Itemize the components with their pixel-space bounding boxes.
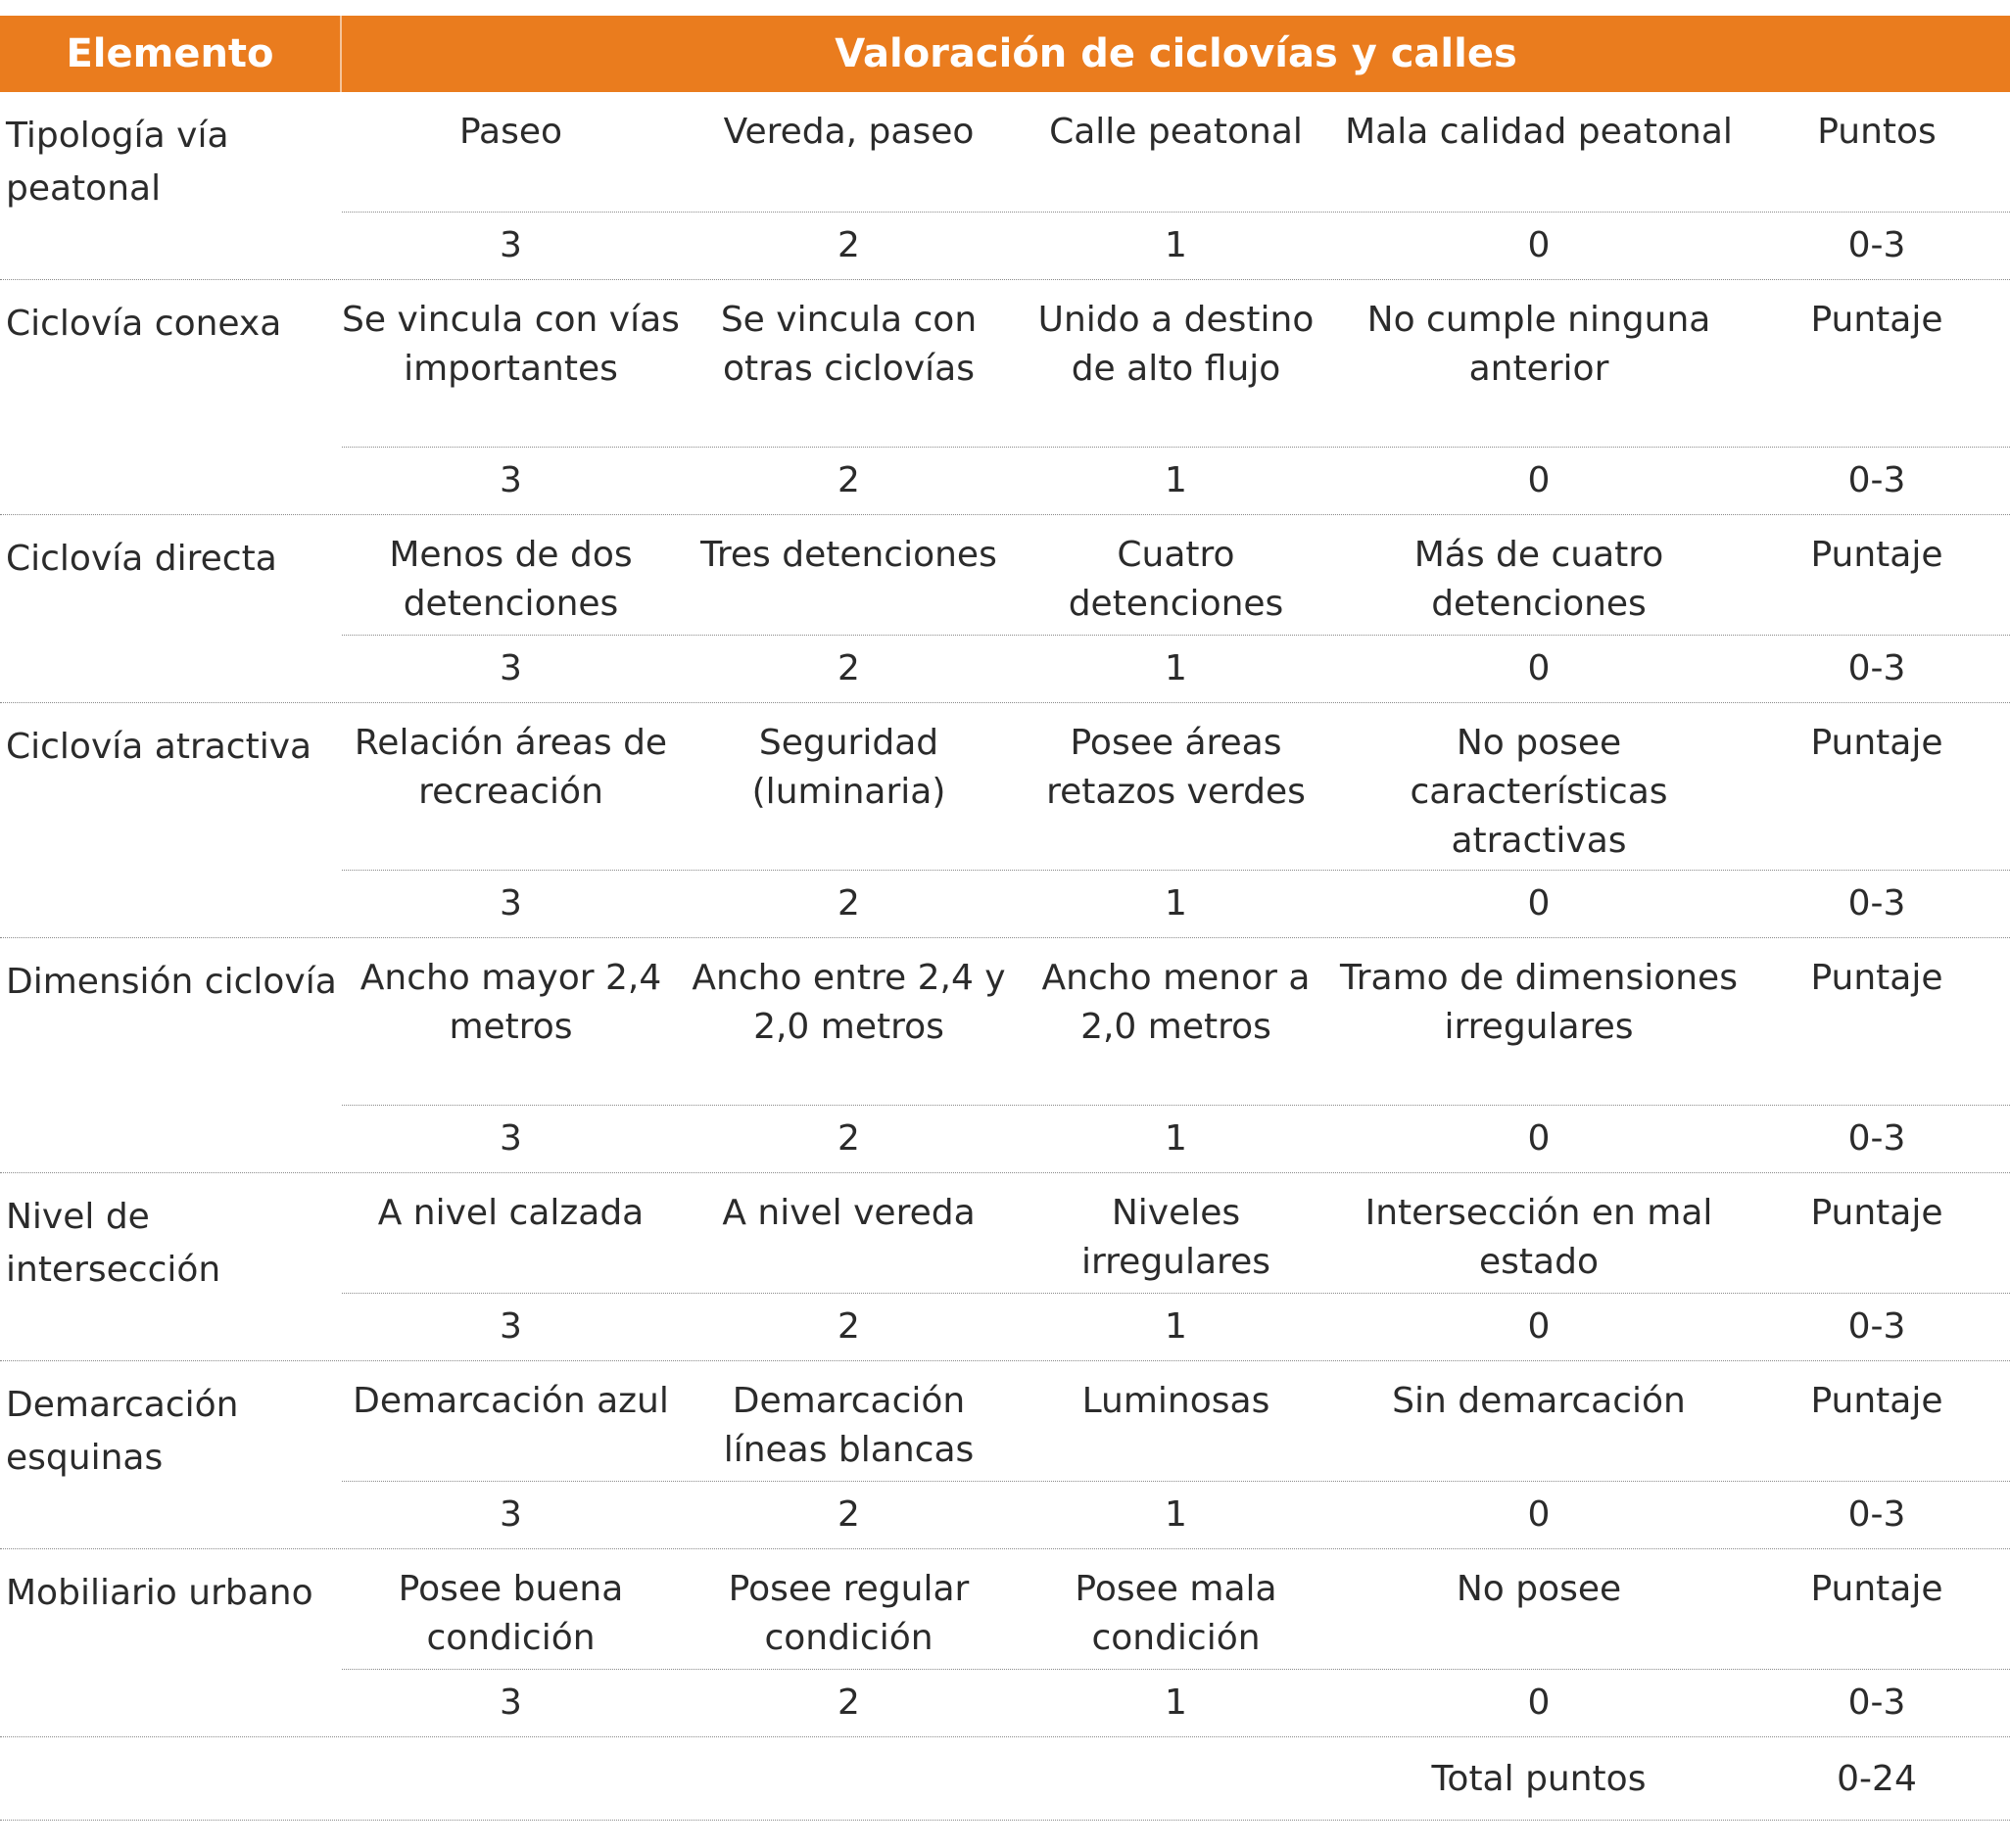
score-cell: 1	[1165, 225, 1187, 265]
score-range-cell: 0-3	[1847, 1118, 1906, 1159]
description-cell: Luminosas	[1081, 1381, 1270, 1421]
table-row	[0, 1549, 2010, 1737]
score-cell: 2	[838, 1306, 860, 1347]
description-cell: Intersección en mal estado	[1364, 1193, 1713, 1282]
description-cell: Ancho entre 2,4 y 2,0 metros	[692, 958, 1006, 1047]
description-cell: Relación áreas de recreación	[354, 723, 668, 812]
score-cell: 0	[1527, 1494, 1551, 1535]
description-cell: Calle peatonal	[1049, 112, 1303, 152]
row-element-label: Ciclovía directa	[6, 539, 277, 579]
description-cell: Paseo	[458, 112, 563, 152]
header-valuation: Valoración de ciclovías y calles	[835, 31, 1517, 76]
description-cell: Ancho menor a 2,0 metros	[1041, 958, 1311, 1047]
score-cell: 2	[838, 225, 860, 265]
score-cell: 2	[838, 648, 860, 688]
table-row	[0, 1173, 2010, 1361]
score-range-cell: 0-3	[1847, 648, 1906, 688]
score-cell: 1	[1165, 1118, 1187, 1159]
score-cell: 0	[1527, 648, 1551, 688]
description-cell: Niveles irregulares	[1081, 1193, 1270, 1282]
score-row	[342, 871, 2010, 937]
total-value: 0-24	[1837, 1758, 1917, 1799]
score-cell: 1	[1165, 1494, 1187, 1535]
score-cell: 0	[1527, 1118, 1551, 1159]
description-cell: Posee regular condición	[728, 1569, 970, 1658]
table-row	[0, 703, 2010, 938]
description-cell: Cuatro detenciones	[1068, 535, 1284, 624]
table-row	[0, 280, 2010, 515]
description-cell: Vereda, paseo	[723, 112, 975, 152]
description-cell: Demarcación azul	[353, 1381, 669, 1421]
description-cell: A nivel vereda	[722, 1193, 976, 1233]
score-row	[342, 1294, 2010, 1360]
table-body	[0, 92, 2010, 1737]
score-cell: 0	[1527, 225, 1551, 265]
description-cell: Posee buena condición	[398, 1569, 624, 1658]
description-cell: Tres detenciones	[700, 535, 997, 575]
score-cell: 0	[1527, 460, 1551, 500]
score-cell: 0	[1527, 1306, 1551, 1347]
description-cell: Más de cuatro detenciones	[1413, 535, 1664, 624]
score-cell: 3	[500, 1494, 522, 1535]
points-label-cell: Puntaje	[1810, 1193, 1943, 1233]
row-element-label: Dimensión ciclovía	[6, 962, 337, 1002]
valuation-table	[0, 16, 2010, 1821]
points-label-cell: Puntaje	[1810, 958, 1943, 998]
score-row	[342, 213, 2010, 279]
score-cell: 0	[1527, 883, 1551, 924]
description-cell: Menos de dos detenciones	[389, 535, 633, 624]
score-cell: 3	[500, 883, 522, 924]
description-row	[342, 1361, 2010, 1482]
description-cell: Se vincula con otras ciclovías	[720, 300, 978, 389]
description-cell: No cumple ninguna anterior	[1366, 300, 1711, 389]
row-element-label: Ciclovía atractiva	[6, 727, 312, 767]
table-row	[0, 938, 2010, 1173]
score-cell: 3	[500, 225, 522, 265]
score-range-cell: 0-3	[1847, 460, 1906, 500]
description-row	[342, 280, 2010, 448]
description-cell: Se vincula con vías importantes	[342, 300, 680, 389]
score-cell: 2	[838, 1682, 860, 1723]
description-cell: No posee	[1456, 1569, 1622, 1609]
description-cell: Ancho mayor 2,4 metros	[359, 958, 662, 1047]
row-element-label: Ciclovía conexa	[6, 304, 282, 344]
total-label: Total puntos	[1431, 1758, 1647, 1799]
score-cell: 3	[500, 1118, 522, 1159]
description-cell: Mala calidad peatonal	[1345, 112, 1733, 152]
description-cell: Posee mala condición	[1075, 1569, 1277, 1658]
score-range-cell: 0-3	[1847, 1306, 1906, 1347]
score-cell: 3	[500, 648, 522, 688]
score-range-cell: 0-3	[1847, 1494, 1906, 1535]
score-row	[342, 1482, 2010, 1548]
score-row	[342, 636, 2010, 702]
score-cell: 2	[838, 460, 860, 500]
description-cell: Sin demarcación	[1392, 1381, 1686, 1421]
score-cell: 2	[838, 883, 860, 924]
score-row	[342, 1106, 2010, 1172]
description-cell: Posee áreas retazos verdes	[1046, 723, 1306, 812]
points-label-cell: Puntaje	[1810, 1569, 1943, 1609]
table-row	[0, 92, 2010, 280]
score-row	[342, 448, 2010, 514]
score-cell: 1	[1165, 1682, 1187, 1723]
score-cell: 1	[1165, 883, 1187, 924]
description-row	[342, 1173, 2010, 1294]
description-cell: Seguridad (luminaria)	[751, 723, 946, 812]
description-row	[342, 938, 2010, 1106]
description-row	[342, 92, 2010, 213]
score-cell: 3	[500, 1682, 522, 1723]
score-cell: 1	[1165, 648, 1187, 688]
description-row	[342, 1549, 2010, 1670]
points-label-cell: Puntaje	[1810, 1381, 1943, 1421]
points-label-cell: Puntaje	[1810, 535, 1943, 575]
score-range-cell: 0-3	[1847, 883, 1906, 924]
row-element-label: Mobiliario urbano	[6, 1573, 313, 1613]
score-cell: 2	[838, 1494, 860, 1535]
score-cell: 1	[1165, 460, 1187, 500]
description-cell: Tramo de dimensiones irregulares	[1340, 958, 1738, 1047]
total-row	[0, 1737, 2010, 1821]
description-cell: Unido a destino de alto flujo	[1037, 300, 1315, 389]
score-cell: 3	[500, 460, 522, 500]
score-range-cell: 0-3	[1847, 1682, 1906, 1723]
score-cell: 1	[1165, 1306, 1187, 1347]
points-label-cell: Puntaje	[1810, 723, 1943, 763]
description-cell: A nivel calzada	[377, 1193, 645, 1233]
header-element: Elemento	[0, 16, 342, 92]
description-row	[342, 703, 2010, 871]
description-cell: Demarcación líneas blancas	[723, 1381, 975, 1470]
score-cell: 3	[500, 1306, 522, 1347]
description-cell: No posee características atractivas	[1410, 723, 1668, 861]
table-row	[0, 1361, 2010, 1549]
table-header	[0, 16, 2010, 92]
row-element-label: Tipología vía peatonal	[6, 116, 229, 209]
score-range-cell: 0-3	[1847, 225, 1906, 265]
score-cell: 2	[838, 1118, 860, 1159]
table-row	[0, 515, 2010, 703]
points-label-cell: Puntos	[1817, 112, 1937, 152]
points-label-cell: Puntaje	[1810, 300, 1943, 340]
row-element-label: Demarcación esquinas	[6, 1385, 239, 1478]
row-element-label: Nivel de intersección	[6, 1197, 221, 1290]
score-cell: 0	[1527, 1682, 1551, 1723]
description-row	[342, 515, 2010, 636]
score-row	[342, 1670, 2010, 1736]
